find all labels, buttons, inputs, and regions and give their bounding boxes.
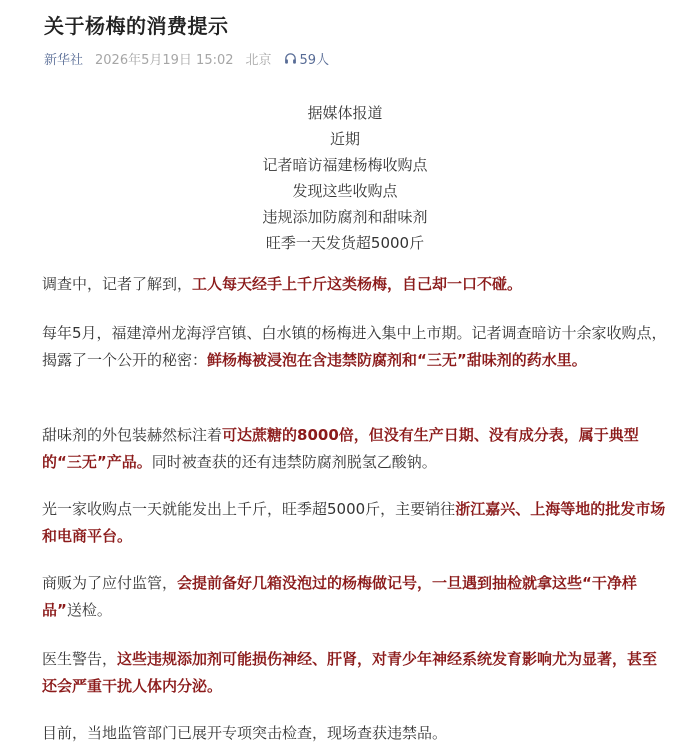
article-meta xyxy=(44,47,329,69)
highlight-text: 会提前备好几箱没泡过的杨梅做记号，一旦遇到抽检就拿这些“干净样品” xyxy=(42,574,637,619)
paragraph-6 xyxy=(42,646,667,700)
intro-block xyxy=(0,100,690,256)
paragraph-text: 每年5月，福建漳州龙海浮宫镇、白水镇的杨梅进入集中上市期。记者调查暗访十余家收购点，揭露了一个公开的秘密： xyxy=(42,324,667,369)
intro-line: 旺季一天发货超5000斤 xyxy=(265,234,425,252)
article-date: 2026年5月19日 15:02 xyxy=(95,52,234,68)
paragraph-text: 商贩为了应付监管， xyxy=(42,574,178,592)
highlight-text: 工人每天经手上千斤这类杨梅，自己却一口不碰。 xyxy=(192,275,523,293)
highlight-text: 浙江嘉兴、上海等地的批发市场和电商平台。 xyxy=(42,500,666,545)
intro-line: 据媒体报道 xyxy=(307,104,383,122)
intro-line: 违规添加防腐剂和甜味剂 xyxy=(262,208,428,226)
intro-line: 发现这些收购点 xyxy=(292,182,398,200)
paragraph-3 xyxy=(42,422,667,476)
article-source-link[interactable]: 新华社 xyxy=(44,52,84,68)
paragraph-7 xyxy=(42,720,667,747)
paragraph-text: 目前，当地监管部门已展开专项突击检查，现场查获违禁品。 xyxy=(42,724,448,742)
paragraph-text: 医生警告， xyxy=(42,650,118,668)
listen-button[interactable] xyxy=(284,49,330,68)
intro-line: 记者暗访福建杨梅收购点 xyxy=(262,156,428,174)
paragraph-text: 甜味剂的外包装赫然标注着 xyxy=(42,426,223,444)
article-location: 北京 xyxy=(245,52,272,68)
highlight-text: 鲜杨梅被浸泡在含违禁防腐剂和“三无”甜味剂的药水里。 xyxy=(207,351,587,369)
paragraph-5 xyxy=(42,570,667,624)
headphones-icon xyxy=(284,52,297,65)
paragraph-text: 送检。 xyxy=(66,601,112,619)
paragraph-2 xyxy=(42,320,667,374)
paragraph-text: 同时被查获的还有违禁防腐剂脱氢乙酸钠。 xyxy=(151,453,437,471)
intro-line: 近期 xyxy=(329,130,360,148)
highlight-text: 这些违规添加剂可能损伤神经、肝肾，对青少年神经系统发育影响尤为显著，甚至还会严重干扰人体内分泌。 xyxy=(42,650,658,695)
paragraph-text: 调查中，记者了解到， xyxy=(42,275,193,293)
article-title: 关于杨梅的消费提示 xyxy=(44,14,229,38)
paragraph-1 xyxy=(42,271,667,298)
paragraph-4 xyxy=(42,496,667,550)
paragraph-text: 光一家收购点一天就能发出上千斤，旺季超5000斤，主要销往 xyxy=(42,500,456,518)
highlight-text: 可达蔗糖的8000倍，但没有生产日期、没有成分表，属于典型的“三无”产品。 xyxy=(42,426,639,471)
listener-count: 59人 xyxy=(299,52,330,68)
